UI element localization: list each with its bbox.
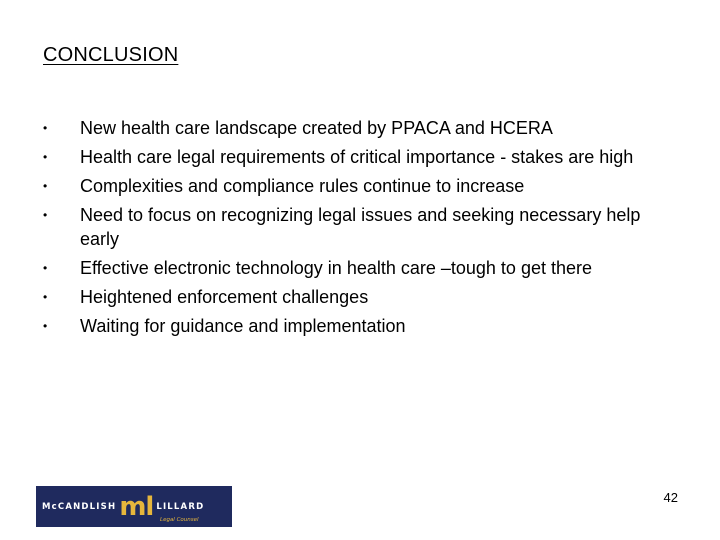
bullet-text: Waiting for guidance and implementation bbox=[80, 316, 406, 336]
bullet-item bbox=[43, 172, 673, 201]
bullet-icon: • bbox=[43, 208, 48, 222]
bullet-icon: • bbox=[43, 150, 48, 164]
bullet-text: New health care landscape created by PPACA and HCERA bbox=[80, 118, 553, 138]
bullet-text: Complexities and compliance rules continue to increase bbox=[80, 176, 525, 196]
bullet-item bbox=[43, 254, 673, 283]
bullet-icon: • bbox=[43, 179, 48, 193]
bullet-text: Effective electronic technology in health care –tough to get there bbox=[80, 258, 592, 278]
bullet-icon: • bbox=[43, 121, 48, 135]
bullet-text: Health care legal requirements of critical importance - stakes are high bbox=[80, 147, 634, 167]
bullet-list bbox=[43, 114, 673, 341]
bullet-item bbox=[43, 201, 673, 254]
logo-left-text: McCANDLISH bbox=[42, 501, 117, 512]
bullet-text: Heightened enforcement challenges bbox=[80, 287, 369, 307]
logo-mark-icon: ml bbox=[119, 491, 154, 522]
bullet-item bbox=[43, 312, 673, 341]
logo-right-text: LILLARD bbox=[156, 501, 205, 512]
bullet-item bbox=[43, 114, 673, 143]
bullet-item bbox=[43, 283, 673, 312]
page-number: 42 bbox=[663, 490, 678, 505]
bullet-icon: • bbox=[43, 319, 48, 333]
slide-title: CONCLUSION bbox=[43, 44, 179, 66]
logo-subtitle: Legal Counsel bbox=[160, 517, 199, 523]
bullet-item bbox=[43, 143, 673, 172]
bullet-text: Need to focus on recognizing legal issues and seeking necessary help early bbox=[80, 205, 641, 249]
company-logo bbox=[36, 486, 232, 527]
bullet-icon: • bbox=[43, 261, 48, 275]
bullet-icon: • bbox=[43, 290, 48, 304]
